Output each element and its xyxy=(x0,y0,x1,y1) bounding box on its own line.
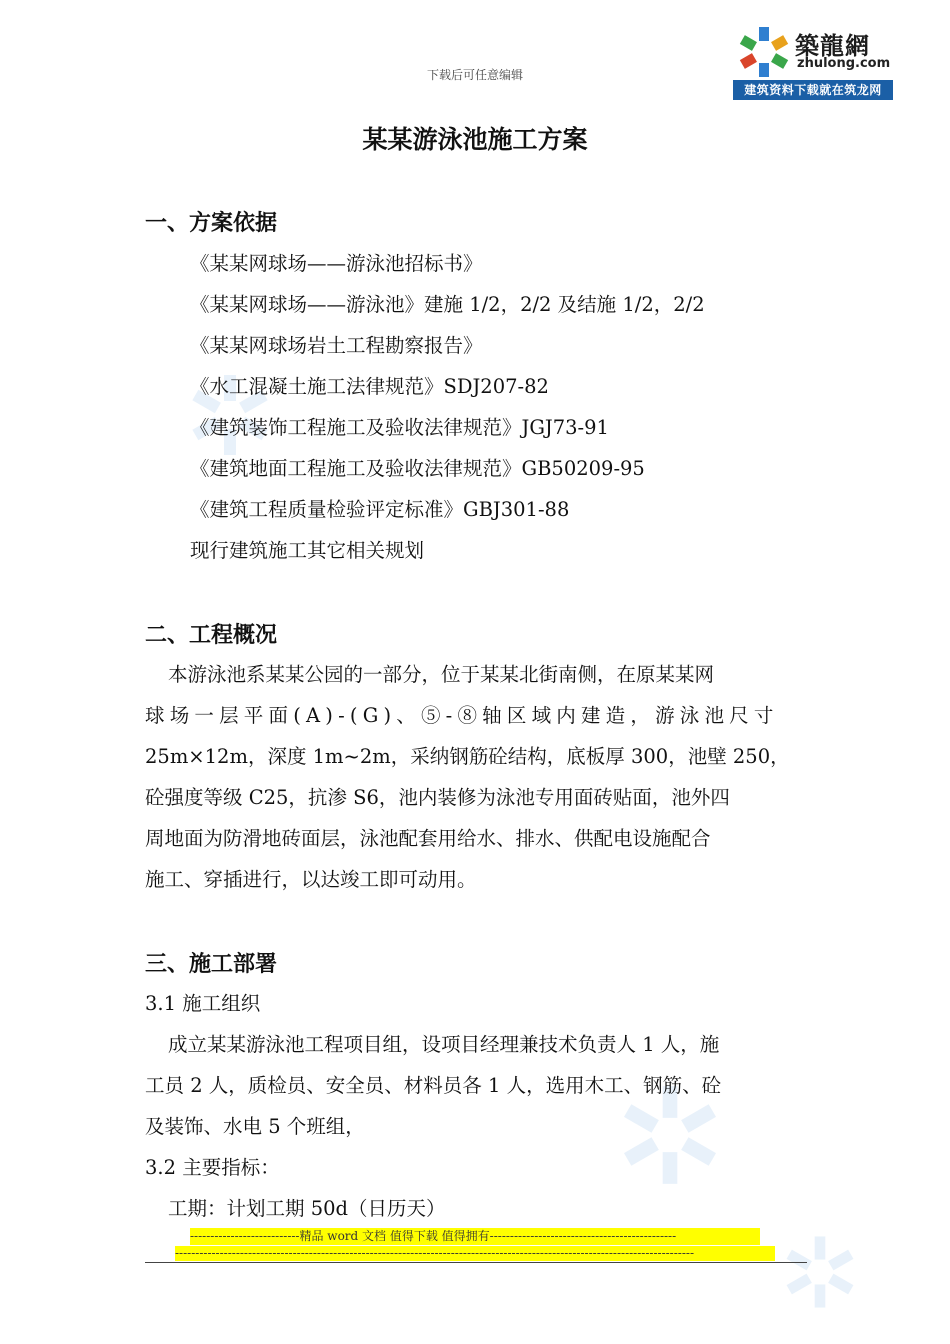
footer-banner-dashes: -------------------------------------------------------------------------------------------------------------------------------- xyxy=(175,1246,775,1261)
logo-domain: zhulong.com xyxy=(797,56,891,71)
reference-line: 《建筑地面工程施工及验收法律规范》GB50209-95 xyxy=(190,457,645,480)
subsection-heading: 3.1 施工组织 xyxy=(145,992,261,1015)
overview-line: 本游泳池系某某公园的一部分，位于某某北街南侧，在原某某网 xyxy=(168,663,715,686)
snowflake-logo-icon xyxy=(737,25,791,79)
logo-slogan: 建筑资料下载就在筑龙网 xyxy=(733,80,893,100)
zhulong-logo[interactable] xyxy=(733,22,893,100)
footer-divider xyxy=(145,1262,807,1263)
overview-line: 砼强度等级 C25，抗渗 S6，池内装修为泳池专用面砖贴面，池外四 xyxy=(145,786,730,809)
reference-line: 现行建筑施工其它相关规划 xyxy=(190,539,425,562)
overview-line: 施工、穿插进行，以达竣工即可动用。 xyxy=(145,868,477,891)
reference-line: 《某某网球场岩土工程勘察报告》 xyxy=(190,334,483,357)
reference-line: 《建筑装饰工程施工及验收法律规范》JGJ73-91 xyxy=(190,416,609,439)
reference-line: 《水工混凝土施工法律规范》SDJ207-82 xyxy=(190,375,549,398)
reference-line: 《某某网球场——游泳池招标书》 xyxy=(190,252,483,275)
organization-line: 及装饰、水电 5 个班组， xyxy=(145,1115,365,1138)
organization-line: 工员 2 人，质检员、安全员、材料员各 1 人，选用木工、钢筋、砼 xyxy=(145,1074,722,1097)
overview-line: 周地面为防滑地砖面层，泳池配套用给水、排水、供配电设施配合 xyxy=(145,827,711,850)
overview-line: 球场一层平面(A)-(G)、⑤-⑧轴区域内建造，游泳池尺寸 xyxy=(145,704,779,727)
reference-line: 《某某网球场——游泳池》建施 1/2，2/2 及结施 1/2，2/2 xyxy=(190,293,705,316)
schedule-line: 工期：计划工期 50d（日历天） xyxy=(168,1197,446,1220)
logo-top xyxy=(733,22,893,80)
subsection-heading: 3.2 主要指标： xyxy=(145,1156,280,1179)
header-note: 下载后可任意编辑 xyxy=(426,68,523,82)
organization-line: 成立某某游泳池工程项目组，设项目经理兼技术负责人 1 人，施 xyxy=(168,1033,720,1056)
overview-line: 25m×12m，深度 1m~2m，采纳钢筋砼结构，底板厚 300，池壁 250， xyxy=(145,745,790,768)
section3-heading: 三、施工部署 xyxy=(145,952,278,977)
reference-line: 《建筑工程质量检验评定标准》GBJ301-88 xyxy=(190,498,570,521)
document-title: 某某游泳池施工方案 xyxy=(362,125,588,154)
watermark-snowflake-icon xyxy=(780,1232,860,1312)
logo-name: 築龍網 xyxy=(795,32,870,60)
footer-banner: ---------------------------精品 word 文档 值得下载 值得拥有---------------------------------------------- xyxy=(190,1228,760,1245)
section2-heading: 二、工程概况 xyxy=(145,623,278,648)
section1-heading: 一、方案依据 xyxy=(145,211,278,236)
